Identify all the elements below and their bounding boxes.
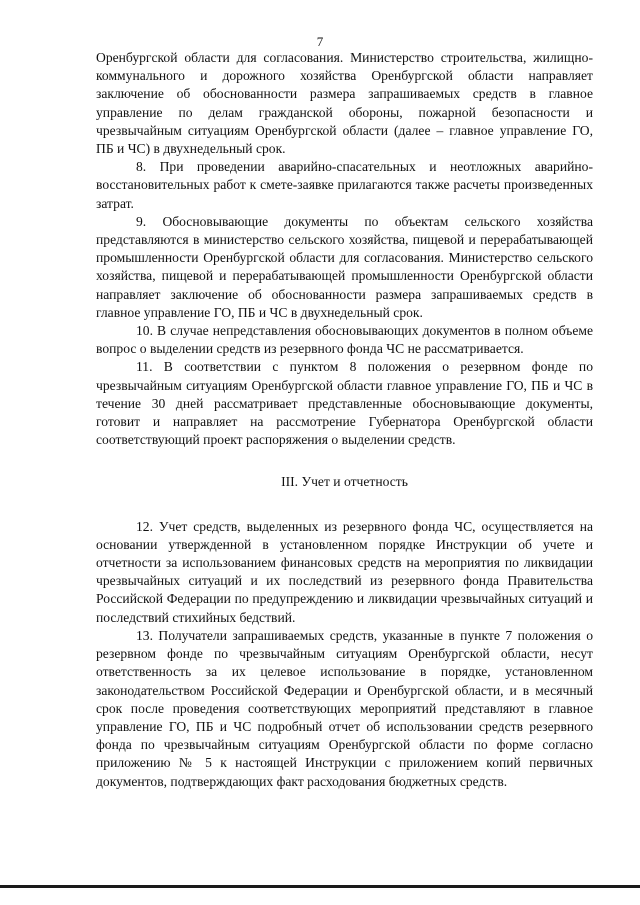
paragraph-item-12: 12. Учет средств, выделенных из резервного фонда ЧС, осуществляется на основании утвержденной в установленном порядке Инструкции об учете и отчетности за использованием финансовых средств на мероприятия по ликвидации чрезвычайных ситуаций и их последствий из резервного фонда Правительства Российской Федерации по предупреждению и ликвидации чрезвычайных ситуаций и последствий стихийных бедствий.	[96, 518, 593, 625]
bottom-border-line	[0, 885, 640, 888]
paragraph-item-8: 8. При проведении аварийно-спасательных и неотложных аварийно-восстановительных работ к смете-заявке прилагаются также расчеты произведенных затрат.	[96, 159, 593, 211]
document-body	[96, 49, 593, 791]
paragraph-item-10: 10. В случае непредставления обосновывающих документов в полном объеме вопрос о выделении средств из резервного фонда ЧС не рассматривается.	[96, 323, 593, 357]
paragraph-item-13: 13. Получатели запрашиваемых средств, указанные в пункте 7 положения о резервном фонде по чрезвычайным ситуациям Оренбургской области, несут ответственность за их целевое использование в порядке, установленном законодательством Российской Федерации и Оренбургской области, и в месячный срок после проведения соответствующих мероприятий представляют в главное управление ГО, ПБ и ЧС подробный отчет об использовании средств резервного фонда по чрезвычайным ситуациям Оренбургской области по форме согласно приложению № 5 к настоящей Инструкции с приложением копий первичных документов, подтверждающих факт расходования бюджетных средств.	[96, 627, 593, 789]
section-heading: III. Учет и отчетность	[281, 474, 408, 490]
paragraph-item-11: 11. В соответствии с пунктом 8 положения о резервном фонде по чрезвычайным ситуациям Оренбургской области главное управление ГО, ПБ и ЧС в течение 30 дней рассматривает представленные обосновывающие документы, готовит и направляет на рассмотрение Губернатора Оренбургской области соответствующий проект распоряжения о выделении средств.	[96, 359, 593, 448]
paragraph-item-9: 9. Обосновывающие документы по объектам сельского хозяйства представляются в министерство сельского хозяйства, пищевой и перерабатывающей промышленности Оренбургской области для согласования. Министерство сельского хозяйства, пищевой и перерабатывающей промышленности Оренбургской области направляет заключение об обоснованности размера запрашиваемых средств в главное управление ГО, ПБ и ЧС в двухнедельный срок.	[96, 213, 593, 320]
page-number: 7	[316, 34, 324, 49]
paragraph-continuation: Оренбургской области для согласования. Министерство строительства, жилищно-коммунального и дорожного хозяйства Оренбургской области направляет заключение об обоснованности размера запрашиваемых средств в главное управление по делам гражданской обороны, пожарной безопасности и чрезвычайным ситуациям Оренбургской области (далее – главное управление ГО, ПБ и ЧС) в двухнедельный срок.	[96, 50, 593, 157]
